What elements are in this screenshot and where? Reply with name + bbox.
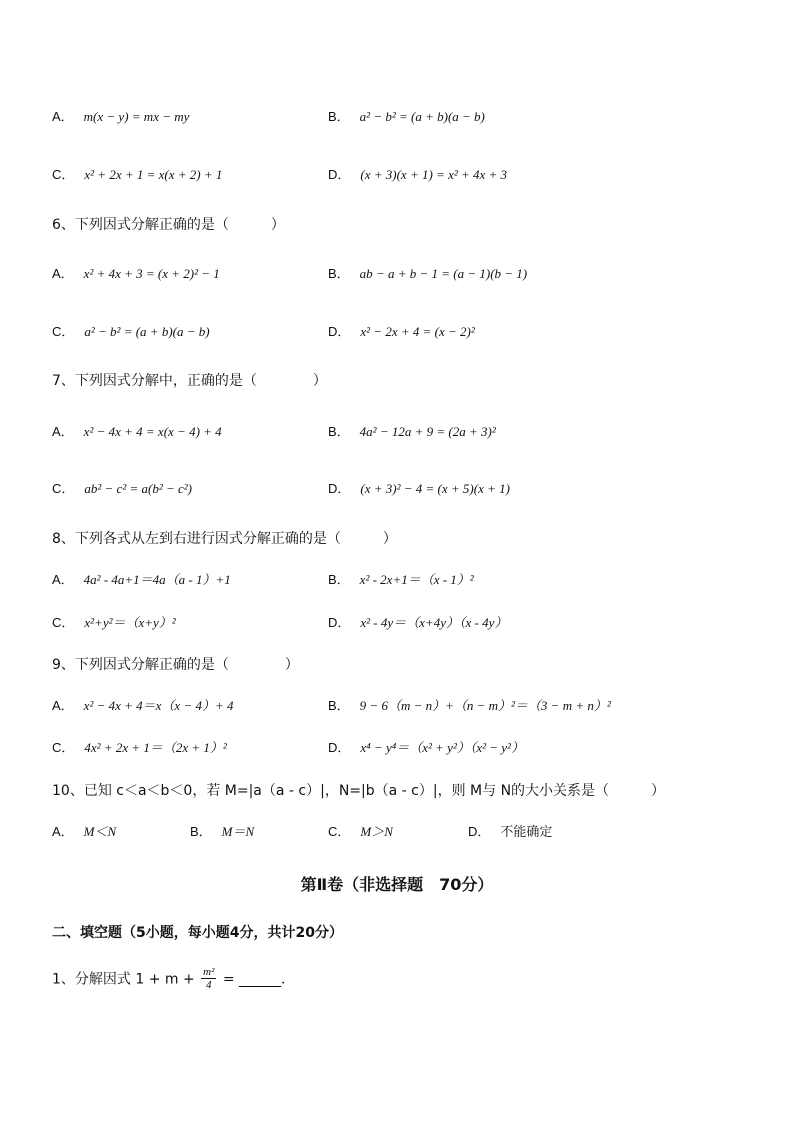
fill1-prefix: 1、分解因式 1 + m + — [52, 971, 200, 988]
q9-row-ab — [0, 695, 794, 717]
q9-option-a[interactable]: A． x² − 4x + 4＝x（x − 4）+ 4 — [52, 698, 234, 713]
q9-stem: 9、下列因式分解正确的是（ ） — [52, 657, 299, 673]
q9-option-b[interactable]: B． 9 − 6（m − n）+（n − m）²＝（3 − m + n）² — [328, 698, 611, 713]
q8-option-c[interactable]: C． x²+y²＝（x+y）² — [52, 615, 176, 630]
q9-row-cd — [0, 737, 794, 759]
q8-stem: 8、下列各式从左到右进行因式分解正确的是（ ） — [52, 531, 397, 547]
q9-option-d[interactable]: D． x⁴ − y⁴＝（x² + y²）（x² − y²） — [328, 740, 524, 755]
q10-option-a[interactable]: A． M＜N — [52, 824, 117, 839]
q9-option-c[interactable]: C． 4x² + 2x + 1＝（2x + 1）² — [52, 740, 227, 755]
q7-stem: 7、下列因式分解中，正确的是（ ） — [52, 373, 327, 389]
q7-option-c[interactable]: C． ab² − c² = a(b² − c²) — [52, 481, 192, 496]
fill-question-1 — [52, 966, 295, 991]
q7-option-b[interactable]: B． 4a² − 12a + 9 = (2a + 3)² — [328, 424, 496, 439]
q7-option-a[interactable]: A． x² − 4x + 4 = x(x − 4) + 4 — [52, 424, 222, 439]
q8-option-b[interactable]: B． x² - 2x+1＝（x - 1）² — [328, 572, 474, 587]
q5-option-c[interactable]: C． x² + 2x + 1 = x(x + 2) + 1 — [52, 167, 223, 182]
q8-row-cd — [0, 612, 794, 634]
q7-row-cd — [0, 478, 794, 500]
section-title: 第Ⅱ卷（非选择题 70分） — [300, 875, 494, 894]
q10-option-d[interactable]: D． 不能确定 — [468, 824, 553, 839]
q10-stem: 10、已知 c＜a＜b＜0，若 M=|a（a - c）|，N=|b（a - c）|，则 M与 N的大小关系是（ ） — [52, 783, 666, 799]
q5-row-ab — [0, 106, 794, 128]
q10-option-b[interactable]: B． M＝N — [190, 824, 255, 839]
part2-title: 二、填空题（5小题，每小题4分，共计20分） — [52, 925, 343, 941]
q10-option-c[interactable]: C． M＞N — [328, 824, 393, 839]
q6-option-d[interactable]: D． x² − 2x + 4 = (x − 2)² — [328, 324, 475, 339]
q6-option-b[interactable]: B． ab − a + b − 1 = (a − 1)(b − 1) — [328, 266, 528, 281]
q6-option-c[interactable]: C． a² − b² = (a + b)(a − b) — [52, 324, 210, 339]
q8-option-d[interactable]: D． x² - 4y＝（x+4y）（x - 4y） — [328, 615, 508, 630]
q6-row-ab — [0, 263, 794, 285]
fill1-fraction — [201, 966, 216, 991]
q5-option-b[interactable]: B． a² − b² = (a + b)(a − b) — [328, 109, 485, 124]
q5-option-d[interactable]: D． (x + 3)(x + 1) = x² + 4x + 3 — [328, 167, 508, 182]
q5-option-a[interactable]: A． m(x − y) = mx − my — [52, 109, 190, 124]
fill1-suffix-blank[interactable]: = ______． — [218, 971, 296, 988]
q7-option-d[interactable]: D． (x + 3)² − 4 = (x + 5)(x + 1) — [328, 481, 510, 496]
q8-row-ab — [0, 569, 794, 591]
fill1-numerator: m² — [203, 966, 215, 978]
q8-option-a[interactable]: A． 4a² - 4a+1＝4a（a - 1）+1 — [52, 572, 231, 587]
q5-row-cd — [0, 164, 794, 186]
q7-row-ab — [0, 421, 794, 443]
fill1-denominator: 4 — [206, 979, 212, 991]
q6-option-a[interactable]: A． x² + 4x + 3 = (x + 2)² − 1 — [52, 266, 220, 281]
q6-row-cd — [0, 321, 794, 343]
q6-stem: 6、下列因式分解正确的是（ ） — [52, 217, 285, 233]
q10-row-options — [0, 821, 794, 843]
